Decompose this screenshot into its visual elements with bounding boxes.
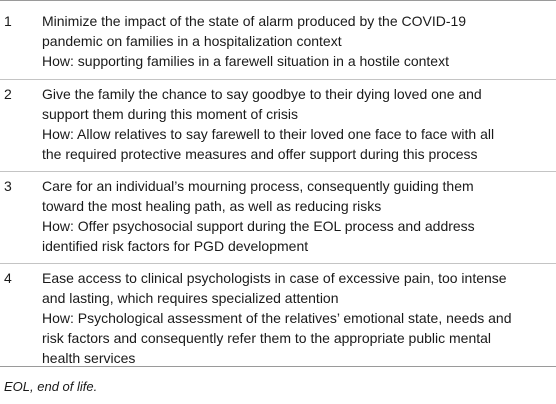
row-text-line: Ease access to clinical psychologists in case of excessive pain, too intense	[42, 270, 507, 286]
row-text-line: risk factors and consequently refer them to the appropriate public mental	[42, 330, 492, 346]
table-row	[0, 171, 556, 263]
row-text-line: How: supporting families in a farewell situation in a hostile context	[42, 53, 449, 69]
row-text-line: Give the family the chance to say goodbye to their dying loved one and	[42, 86, 482, 102]
row-text-line: Care for an individual’s mourning process, consequently guiding them	[42, 178, 474, 194]
row-number: 1	[4, 13, 12, 29]
table-row	[0, 263, 556, 367]
table-row	[0, 1, 556, 79]
row-text-line: identified risk factors for PGD development	[42, 238, 309, 254]
table-row	[0, 79, 556, 171]
row-text	[42, 84, 552, 164]
row-text-line: the required protective measures and offer support during this process	[42, 146, 478, 162]
row-text-line: support them during this moment of crisis	[42, 106, 298, 122]
row-text	[42, 11, 552, 71]
row-text-line: How: Offer psychosocial support during the EOL process and address	[42, 218, 475, 234]
row-number: 4	[4, 270, 12, 286]
row-text-line: and lasting, which requires specialized attention	[42, 290, 339, 306]
row-text-line: Minimize the impact of the state of alarm produced by the COVID-19	[42, 13, 467, 29]
row-text-line: How: Psychological assessment of the relatives’ emotional state, needs and	[42, 310, 512, 326]
row-text-line: health services	[42, 350, 136, 366]
row-text-line: toward the most healing path, as well as reducing risks	[42, 198, 382, 214]
row-number: 3	[4, 178, 12, 194]
row-text-line: pandemic on families in a hospitalization context	[42, 33, 342, 49]
row-text-line: How: Allow relatives to say farewell to their loved one face to face with all	[42, 126, 495, 142]
row-number: 2	[4, 86, 12, 102]
table-footnote: EOL, end of life.	[4, 379, 98, 394]
row-text	[42, 268, 552, 368]
row-text	[42, 176, 552, 256]
